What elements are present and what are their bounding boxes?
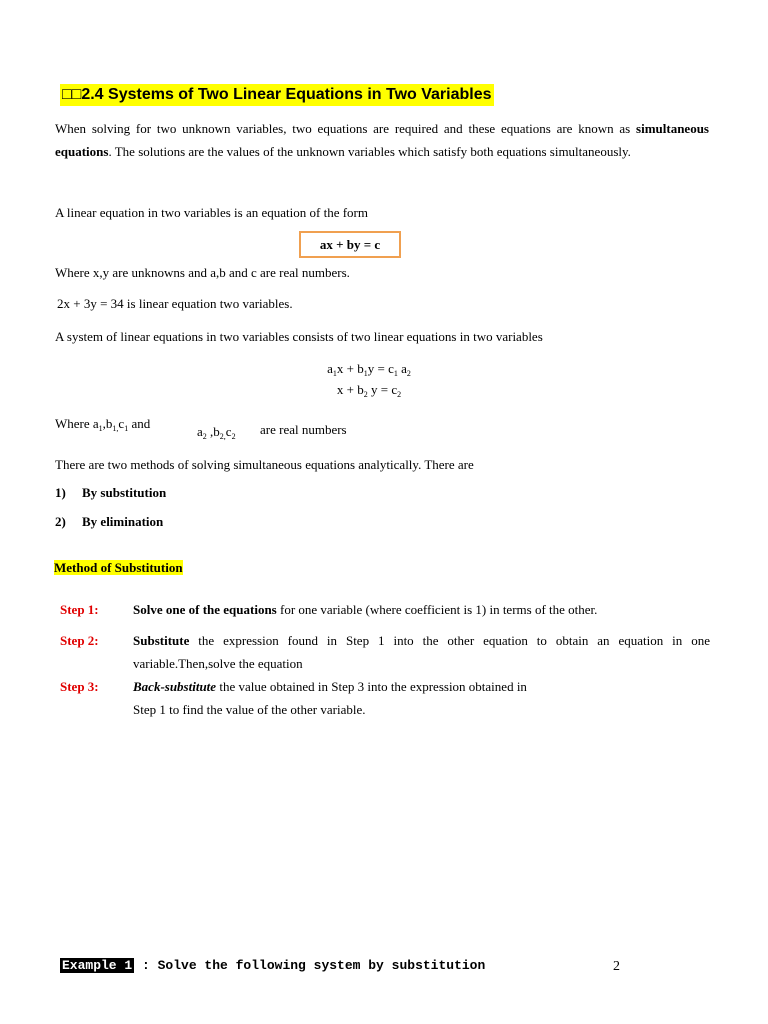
intro-paragraph <box>55 117 709 163</box>
substitution-heading: Method of Substitution <box>54 560 183 575</box>
step-3-text-cont: Step 1 to find the value of the other variable. <box>133 702 366 717</box>
linear-definition: A linear equation in two variables is an equation of the form <box>55 205 368 220</box>
example-text: : Solve the following system by substitution <box>134 958 486 973</box>
where-coefficients-b: $a_2$ $,b_{2,}c_2$ <box>197 424 236 441</box>
example-line <box>60 956 485 976</box>
page-number: 2 <box>613 959 620 974</box>
section-title: 2.4 Systems of Two Linear Equations in Two Variables <box>81 86 492 103</box>
intro-text-1: When solving for two unknown variables, two equations are required and these equations are known as <box>55 121 637 136</box>
where-unknowns: Where x,y are unknowns and a,b and c are real numbers. <box>55 265 350 280</box>
method-item: 2) By elimination <box>55 514 164 529</box>
intro-text-2: . The solutions are the values of the unknown variables which satisfy both equations simultaneously. <box>108 144 631 159</box>
step-2-text: Substitute the expression found in Step 1 into the other equation to obtain an equation in one variable.Then,solve the equation <box>133 633 710 671</box>
step-3-text: Back-substitute the value obtained in Step 3 into the expression obtained in <box>133 679 527 694</box>
step-2-label: Step 2: <box>60 633 99 648</box>
where-coefficients-a: Where $a_1,b_{1,}c_1$ and <box>55 416 151 433</box>
intro-bold-term: simultaneous equations <box>55 121 709 159</box>
system-definition: A system of linear equations in two variables consists of two linear equations in two variables <box>55 329 543 344</box>
where-coefficients-suffix: are real numbers <box>260 422 347 437</box>
formula-box: ax + by = c <box>299 231 401 258</box>
methods-intro: There are two methods of solving simultaneous equations analytically. There are <box>55 457 474 472</box>
method-item: 1) By substitution <box>55 485 167 500</box>
step-1-text: Solve one of the equations for one variable (where coefficient is 1) in terms of the other. <box>133 602 598 617</box>
section-prefix-glyph: □□ <box>62 86 82 103</box>
example-tag: Example 1 <box>62 958 133 973</box>
example-equation: 2x + 3y = 34 is linear equation two variables. <box>57 296 293 311</box>
equation-1: $a_1x + b_1y = c_1$ $a_2$ <box>327 361 411 378</box>
step-3-label: Step 3: <box>60 679 99 694</box>
step-1-label: Step 1: <box>60 602 99 617</box>
equation-2: $x + b_2$ $y = c_2$ <box>336 382 402 399</box>
section-heading <box>60 84 494 106</box>
